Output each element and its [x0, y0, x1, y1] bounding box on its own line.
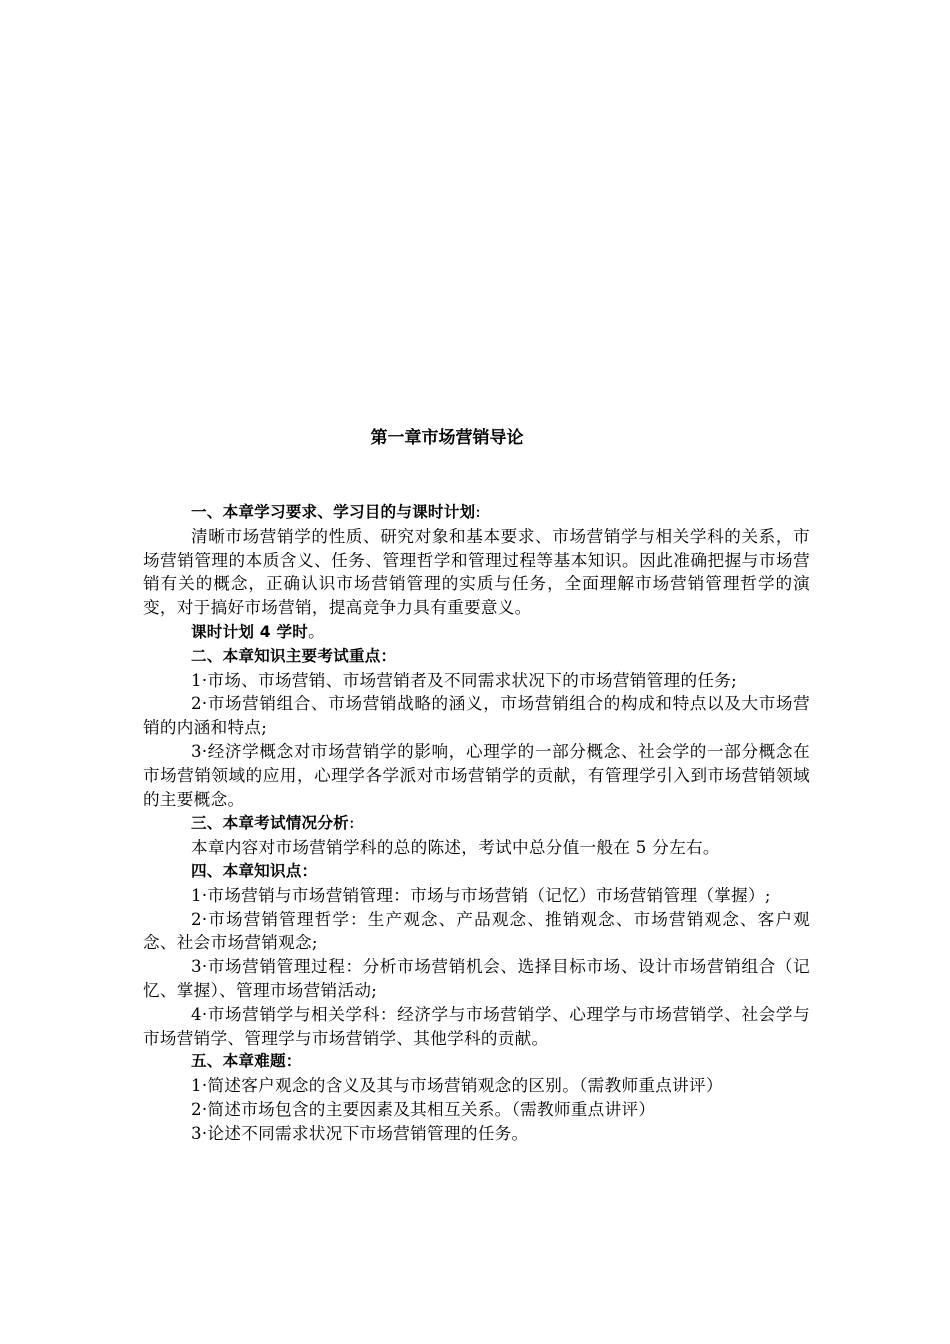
section1-heading [143, 500, 810, 525]
section2-heading: 二、本章知识主要考试重点： [191, 646, 397, 665]
section4-item: 3·市场营销管理过程：分析市场营销机会、选择目标市场、设计市场营销组合（记忆、掌握）、管理市场营销活动; [143, 957, 810, 1000]
section1-body: 清晰市场营销学的性质、研究对象和基本要求、市场营销学与相关学科的关系，市场营销管理的本质含义、任务、管理哲学和管理过程等基本知识。因此准确把握与市场营销有关的概念，正确认识市场营销管理的实质与任务，全面理解市场营销管理哲学的演变，对于搞好市场营销，提高竞争力具有重要意义。 [143, 526, 810, 618]
section2-item: 3·经济学概念对市场营销学的影响，心理学的一部分概念、社会学的一部分概念在市场营销领域的应用，心理学各学派对市场营销学的贡献，有管理学引入到市场营销领域的主要概念。 [143, 741, 810, 809]
section3-heading-text: 三、本章考试情况分析 [191, 814, 349, 833]
section4-item: 2·市场营销管理哲学：生产观念、产品观念、推销观念、市场营销观念、客户观念、社会市场营销观念; [143, 909, 810, 953]
section1-heading-text: 一、本章学习要求、学习目的与课时计划 [191, 503, 476, 521]
class-hours-end: 。 [308, 621, 325, 641]
class-hours-line [143, 620, 810, 645]
class-hours-text: 课时计划 4 学时 [191, 622, 309, 641]
section3-heading-colon: : [348, 813, 355, 833]
section4-item: 1·市场营销与市场营销管理：市场与市场营销（记忆）市场营销管理（掌握）; [191, 885, 771, 905]
section2-item: 1·市场、市场营销、市场营销者及不同需求状况下的市场营销管理的任务; [191, 670, 738, 690]
section5-heading: 五、本章难题： [191, 1052, 302, 1071]
section1-heading-colon: : [475, 502, 482, 521]
section3-heading [143, 811, 810, 836]
section4-item: 4·市场营销学与相关学科：经济学与市场营销学、心理学与市场营销学、社会学与市场营销学、管理学与市场营销学、其他学科的贡献。 [143, 1004, 810, 1048]
section5-item: 1·简述客户观念的含义及其与市场营销观念的区别。（需教师重点讲评） [191, 1076, 723, 1096]
section5-item: 3·论述不同需求状况下市场营销管理的任务。 [191, 1123, 529, 1143]
section2-item: 2·市场营销组合、市场营销战略的涵义，市场营销组合的构成和特点以及大市场营销的内涵和特点; [143, 694, 810, 738]
section3-body: 本章内容对市场营销学科的总的陈述，考试中总分值一般在 5 分左右。 [191, 838, 720, 858]
section5-item: 2·简述市场包含的主要因素及其相互关系。（需教师重点讲评） [191, 1099, 656, 1119]
document-body [143, 500, 810, 1146]
section4-heading: 四、本章知识点： [191, 861, 318, 880]
chapter-title: 第一章市场营销导论 [370, 428, 524, 448]
